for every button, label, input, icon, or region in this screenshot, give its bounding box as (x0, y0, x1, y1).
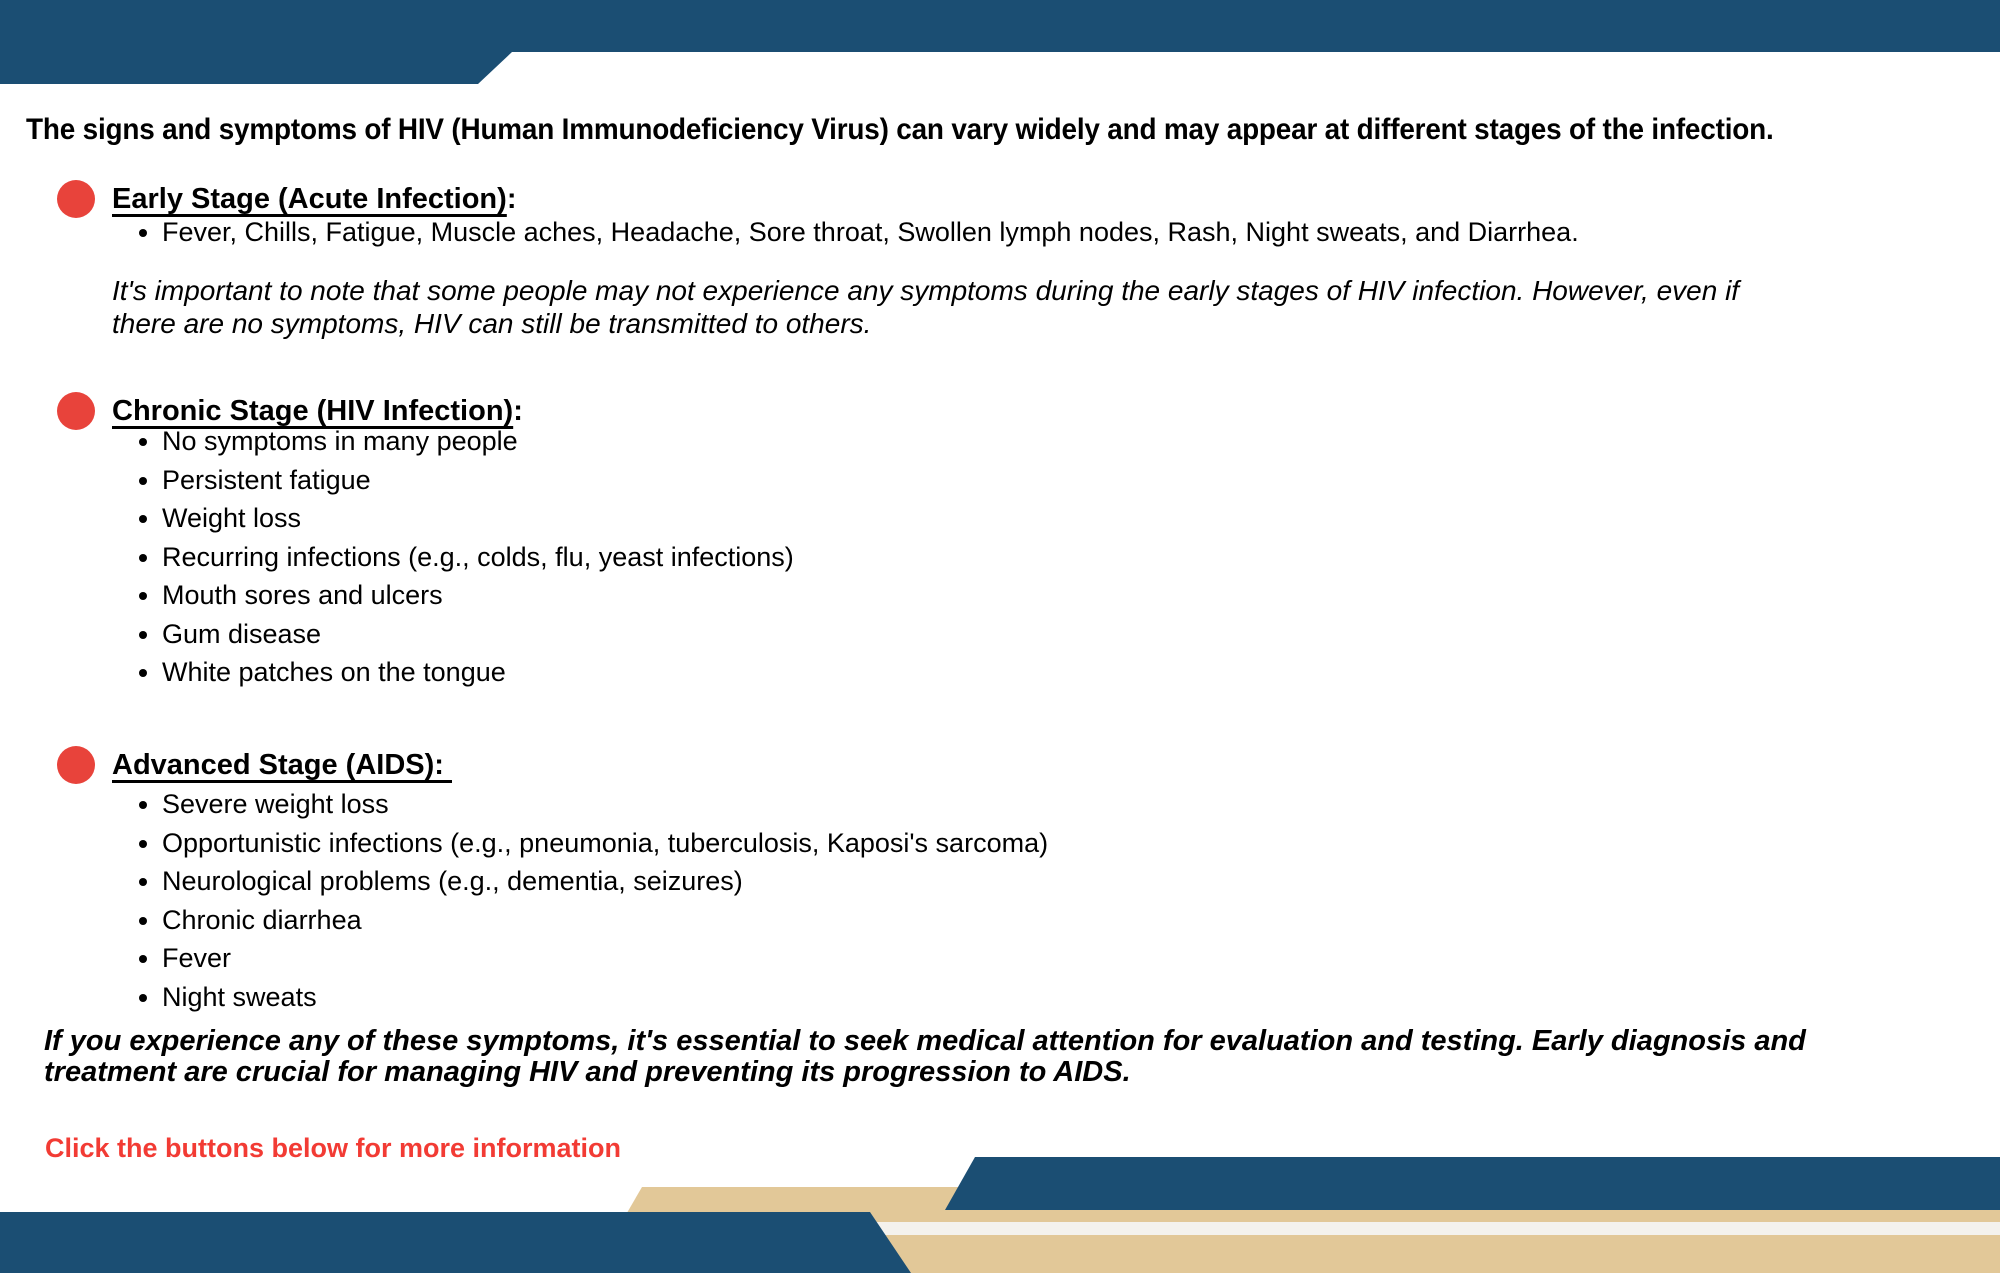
page-title: The signs and symptoms of HIV (Human Immunodeficiency Virus) can vary widely and may appear at different stages of the infection. (26, 113, 1774, 146)
section-bullet-icon (57, 746, 95, 784)
list-item: • Weight loss (162, 499, 794, 538)
list-item: • Fever (162, 939, 1048, 978)
heading-colon: : (506, 183, 517, 215)
note-line: there are no symptoms, HIV can still be transmitted to others. (112, 308, 872, 339)
list-item: • Gum disease (162, 615, 794, 654)
heading-underline-text: Chronic Stage (HIV Infection) (112, 395, 514, 427)
heading-colon: : (513, 395, 523, 427)
note-line: It's important to note that some people may not experience any symptoms during the early stages of HIV infection. However, even if (112, 275, 1740, 306)
section-heading-early (112, 182, 516, 216)
list-item: • Fever, Chills, Fatigue, Muscle aches, Headache, Sore throat, Swollen lymph nodes, Rash, Night sweats, and Diarrhea. (162, 213, 1579, 252)
symptom-list-advanced (112, 785, 1048, 1016)
top-banner-shape (0, 0, 2000, 84)
closing-line: treatment are crucial for managing HIV and preventing its progression to AIDS. (44, 1056, 1131, 1088)
cta-text: Click the buttons below for more information (45, 1133, 622, 1163)
list-item: • Recurring infections (e.g., colds, flu, yeast infections) (162, 538, 794, 577)
section-heading-advanced (112, 748, 452, 782)
list-item: • Opportunistic infections (e.g., pneumonia, tuberculosis, Kaposi's sarcoma) (162, 824, 1048, 863)
bottom-banner (0, 1150, 2000, 1273)
top-banner (0, 0, 2000, 90)
list-item: • Neurological problems (e.g., dementia, seizures) (162, 862, 1048, 901)
list-item: • Night sweats (162, 978, 1048, 1017)
list-item: • White patches on the tongue (162, 653, 794, 692)
heading-underline-text: Advanced Stage (AIDS): (112, 749, 452, 781)
list-item: • Chronic diarrhea (162, 901, 1048, 940)
section-bullet-icon (57, 180, 95, 218)
closing-note (44, 1026, 1806, 1088)
list-item: • Persistent fatigue (162, 461, 794, 500)
banner-shape-blue-right (945, 1157, 2000, 1210)
section-bullet-icon (57, 392, 95, 430)
closing-line: If you experience any of these symptoms, it's essential to seek medical attention for evaluation and testing. Early diagnosis and (44, 1025, 1806, 1057)
list-item: • No symptoms in many people (162, 422, 794, 461)
early-stage-note (112, 274, 1739, 340)
banner-shape-blue-left (0, 1212, 911, 1273)
symptom-list-early (112, 213, 1579, 252)
list-item: • Severe weight loss (162, 785, 1048, 824)
heading-underline-text: Early Stage (Acute Infection) (112, 183, 507, 215)
symptom-list-chronic (112, 422, 794, 692)
list-item: • Mouth sores and ulcers (162, 576, 794, 615)
